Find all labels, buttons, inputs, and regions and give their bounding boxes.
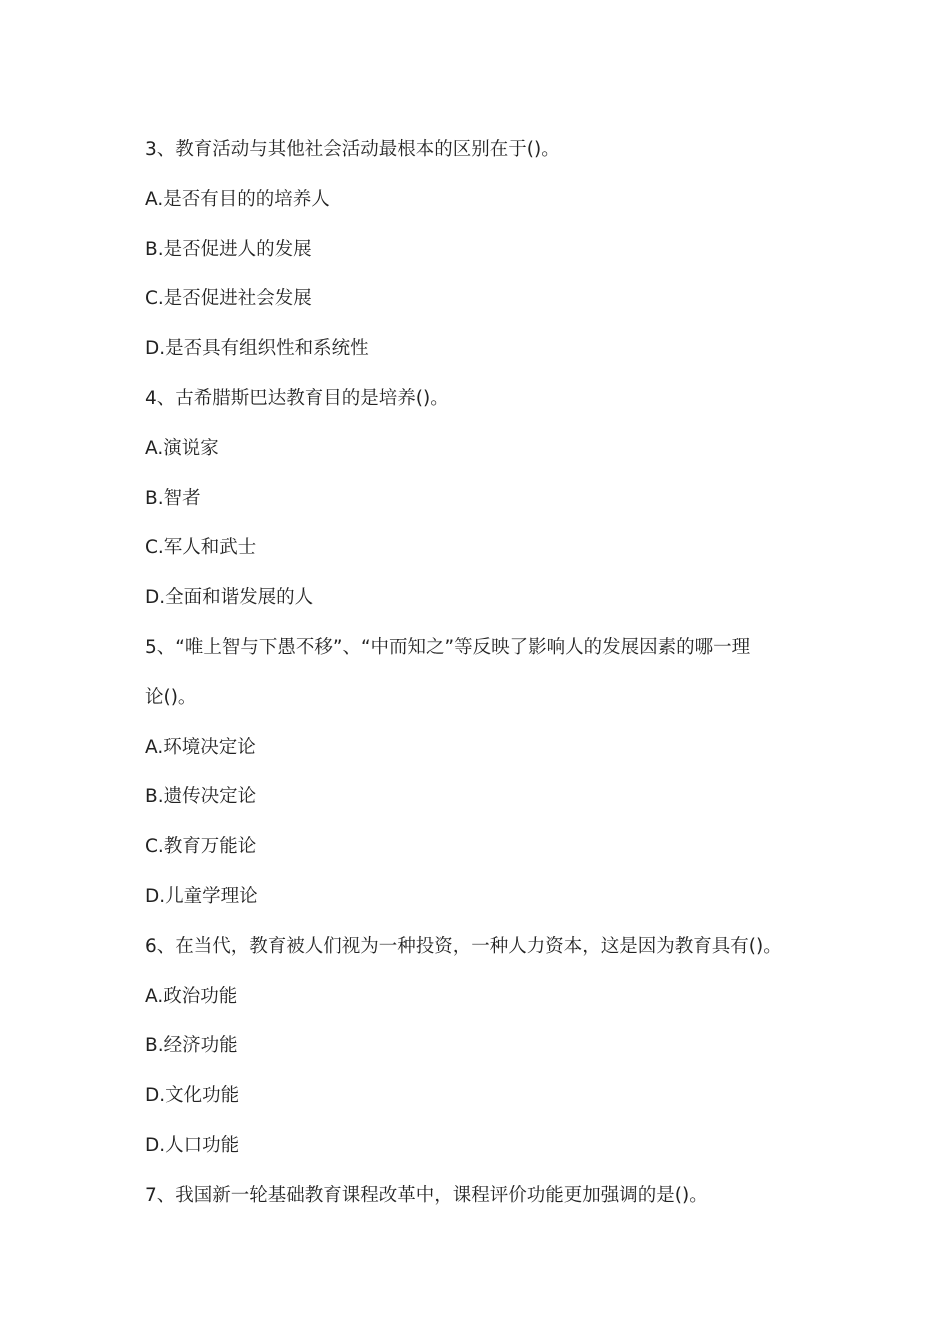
question-3-stem: 3、教育活动与其他社会活动最根本的区别在于()。: [145, 139, 560, 160]
question-4-option-c: C.军人和武士: [145, 537, 257, 559]
question-4-stem: 4、古希腊斯巴达教育目的是培养()。: [145, 387, 449, 409]
question-4-option-a: A.演说家: [145, 437, 219, 459]
question-4-option-d: D.全面和谐发展的人: [145, 587, 314, 609]
question-6-option-b: B.经济功能: [145, 1035, 238, 1057]
question-5-option-a: A.环境决定论: [145, 736, 256, 758]
question-5-option-b: B.遗传决定论: [145, 786, 257, 808]
question-6-option-c: D.文化功能: [145, 1085, 240, 1107]
question-6-stem: 6、在当代，教育被人们视为一种投资，一种人力资本，这是因为教育具有()。: [145, 935, 782, 957]
question-4-option-b: B.智者: [145, 487, 201, 509]
question-3-option-b: B.是否促进人的发展: [145, 238, 312, 260]
question-list: [145, 125, 815, 1221]
question-5-option-d: D.儿童学理论: [145, 885, 258, 907]
question-6-option-a: A.政治功能: [145, 985, 238, 1007]
question-5-stem-line-2: 论()。: [145, 686, 197, 708]
question-5-stem-line-1: 5、“唯上智与下愚不移”、“中而知之”等反映了影响人的发展因素的哪一理: [145, 636, 751, 658]
question-7-stem: 7、我国新一轮基础教育课程改革中，课程评价功能更加强调的是()。: [145, 1184, 708, 1206]
question-5-option-c: C.教育万能论: [145, 836, 257, 858]
question-3-option-d: D.是否具有组织性和系统性: [145, 338, 369, 360]
question-6-option-d: D.人口功能: [145, 1134, 240, 1156]
question-3-option-a: A.是否有目的的培养人: [145, 188, 330, 210]
question-3-option-c: C.是否促进社会发展: [145, 288, 312, 310]
